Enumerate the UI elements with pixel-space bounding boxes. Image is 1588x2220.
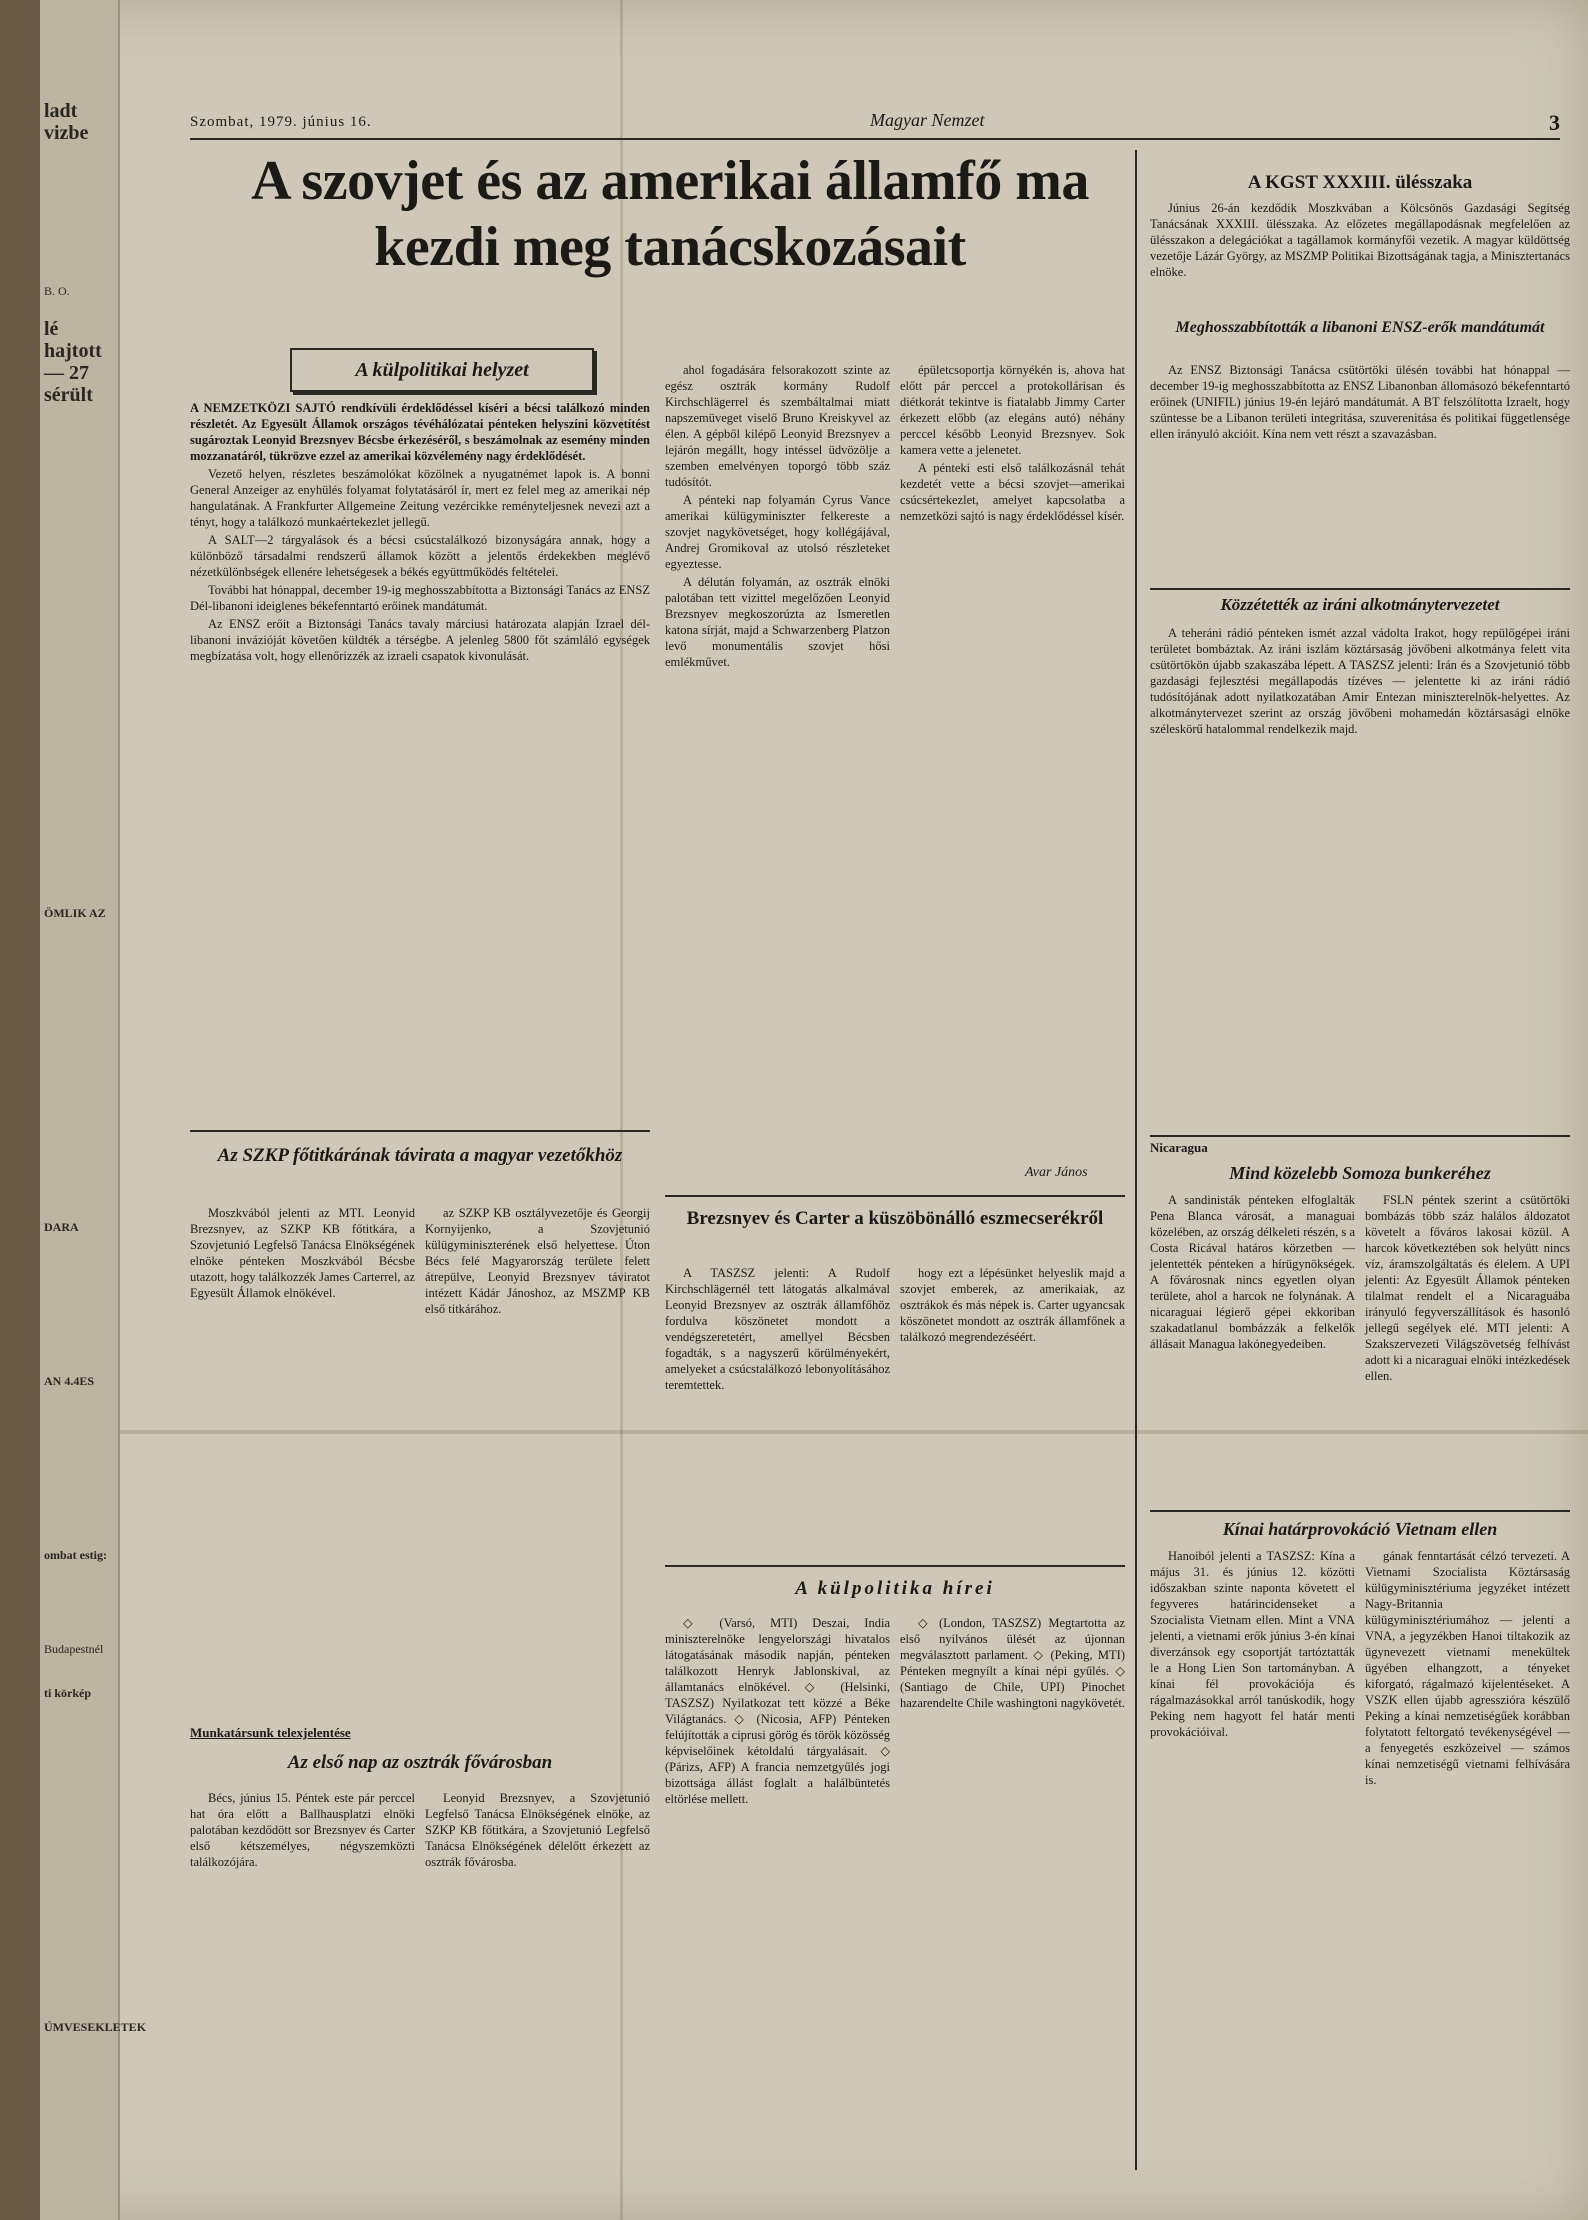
article-paragraph: Moszkvából jelenti az MTI. Leonyid Brezsnyev, az SZKP KB főtitkára, a Szovjetunió Legfelső Tanácsa Elnökségének elnöke pénteken Moszkvából Bécsbe utazott, hogy találkozzék James Carterrel, az Egyesült Államok elnökével. <box>190 1206 415 1300</box>
libanon-title: Meghosszabbították a libanoni ENSZ-erők mandátumát <box>1175 319 1545 336</box>
article-paragraph: A teheráni rádió pénteken ismét azzal vádolta Irakot, hogy repülőgépei iráni területet bombáztak. Az iráni iszlám köztársaság jövőbeni alkotmánya felett vita csütörtökön újabb szakaszába lépett. A TASZSZ jelenti: Irán és a Szovjetunió több gazdasági fejlesztési megállapodás tízéves — jelentette ki az iráni rádió tudósítójának adott nyilatkozatában Amir Entezan miniszterelnök-helyettes. Az alkotmánytervezet szerint az ország jövőbeni mohamedán köztársasági elnöke széleskörű hatalommal rendelkezik majd. <box>1150 626 1570 736</box>
strip-line: B. O. <box>44 284 70 298</box>
main-headline: A szovjet és az amerikai államfő ma kezdi meg tanácskozásait <box>251 150 1089 278</box>
szkp-column-2 <box>425 1205 650 1705</box>
strip-line: ombat estig: <box>44 1548 107 1562</box>
article-paragraph: A TASZSZ jelenti: A Rudolf Kirchschlägernél tett látogatás alkalmával Leonyid Brezsnyev az osztrák államfőhöz fordulva köszönetet mondott a vendégszeretetért, amellyel Bécsben fogadták, s a nagyszerű körülményekért, amelyeket a csúcstalálkozó lebonyolításához teremtettek. <box>665 1266 890 1392</box>
article-paragraph: Az ENSZ erőit a Biztonsági Tanács tavaly márciusi határozata alapján Izrael dél-libanoni invázióját követően küldték a térségbe. A jelenleg 5800 főt számláló egységek megbízatása volt, hogy ellenőrizzék az izraeli csapatok kivonulását. <box>190 617 650 663</box>
strip-line: ÚMVESEKLETEK <box>44 2020 147 2034</box>
hirek-column-2 <box>900 1615 1125 2170</box>
elso-nap-title: Az első nap az osztrák fővárosban <box>287 1752 553 1773</box>
newspaper-page <box>40 0 1588 2220</box>
section-box-title: A külpolitikai helyzet <box>290 348 594 392</box>
strip-line: AN 4.4ES <box>44 1374 95 1388</box>
irani-title: Közzétették az iráni alkotmánytervezetet <box>1220 595 1500 614</box>
libanon-text <box>1150 362 1570 582</box>
strip-line: Budapestnél <box>44 1642 104 1656</box>
strip-line: lé hajtott — 27 sérült <box>44 318 102 406</box>
somoza-column-2 <box>1365 1192 1570 1502</box>
irani-text <box>1150 625 1570 1125</box>
article-paragraph: Az ENSZ Biztonsági Tanácsa csütörtöki ülésén további hat hónappal — december 19-ig meghosszabbította az ENSZ Libanonban állomásozó békefenntartó erőinek (UNIFIL) június 19-én lejáró mandátumát. A BT felszólította Izraelt, hogy szüntesse be a Libanon területi integritása, szuverenitása és politikai függetlensége ellen irányuló akcióit. Kína nem vett részt a szavazásban. <box>1150 363 1570 441</box>
previous-page-strip <box>40 0 147 2220</box>
hirek-column-1 <box>665 1615 890 2170</box>
kulpolitika-hirei-title: A külpolitika hírei <box>795 1578 995 1599</box>
article-paragraph: Vezető helyen, részletes beszámolókat közölnek a nyugatnémet lapok is. A bonni General Anzeiger az enyhülés folyamat folytatásáról ír, mert ez felel meg az amerikai nép hangulatának. A Frankfurter Allgemeine Zeitung vezércikke reményteljesnek nevezi azt a tényt, hogy a találkozó munkaértekezlet jellegű. <box>190 467 650 529</box>
strip-line: ÖMLIK AZ <box>44 906 106 920</box>
kgst-title: A KGST XXXIII. ülésszaka <box>1247 172 1473 193</box>
article-paragraph: ahol fogadására felsorakozott szinte az egész osztrák kormány Rudolf Kirchschlägerrel és szembáltalmai miatt napszemüveget viselő Bruno Kreiskyvel az élen. A gépből kilépő Leonyid Brezsnyev a lejárón megállt, hogy intéssel üdvözölje a szemben emelvényen toporgó több száz tudósítót. <box>665 363 890 489</box>
nicaragua-label: Nicaragua <box>1150 1140 1208 1155</box>
article-paragraph: További hat hónappal, december 19-ig meghosszabbította a Biztonsági Tanács az ENSZ Dél-libanoni ideiglenes békefenntartó erőinek mandátumát. <box>190 583 650 613</box>
strip-line: ti körkép <box>44 1686 92 1700</box>
issue-date: Szombat, 1979. június 16. <box>190 114 372 130</box>
strip-line: DARA <box>44 1220 79 1234</box>
article-paragraph: A SALT—2 tárgyalások és a bécsi csúcstalálkozó bizonyságára annak, hogy a különböző társadalmi rendszerű államok között a jelentős érdekekben meglévő nézetkülönbségek ellenére lehetségesek a békés együttműködés feltételei. <box>190 533 650 579</box>
szkp-title: Az SZKP főtitkárának távirata a magyar vezetőkhöz <box>217 1145 623 1166</box>
article-column-4 <box>900 362 1125 1142</box>
bc-column-1 <box>665 1265 890 1555</box>
article-paragraph: gának fenntartását célzó tervezeti. A Vietnami Szocialista Köztársaság külügyminisztériuma jegyzéket intézett Nagy-Britannia külügyminisztériumához — jelenti a VNA, a jegyzékben Hanoi tiltakozik az ügynevezett vietnami menekültek ügyében elhangzott, a tényeket kiforgató, rágalmazó kijelentéseket. A VSZK ellen újabb agresszióra készülő Peking a kínai nemzetiségűek korábban folytatott feltorgató tevékenységével — a fenyegetés eszközeivel — számos kínai nemzetiségű vietnami felhívására is. <box>1365 1549 1570 1787</box>
article-lead: A NEMZETKÖZI SAJTÓ rendkívüli érdeklődéssel kíséri a bécsi találkozó minden részletét. Az Egyesült Államok országos tévéhálózatai pénteken helyszíni közvetítést sugároztak Leonyid Brezsnyev Bécsbe érkezéséről, s beszámolnak az esemény minden mozzanatáról, tükrözve ezzel az amerikai közvélemény nagy érdeklődését. <box>190 401 650 463</box>
article-paragraph: A sandinisták pénteken elfoglalták Pena Blanca városát, a managuai közelében, az ország délkeleti részén, s a Costa Ricával határos körzetben — jelentették pénteken a hírügynökségek. A fővárosnak nincs egyetlen olyan területe, ahol a harcok ne folynának. A nicaraguai légierő gépei ekkoriban szakadatlanul bombázzák a felkelők állásait Managua lakónegyedeiben. <box>1150 1193 1355 1351</box>
newspaper-name: Magyar Nemzet <box>870 110 985 130</box>
article-paragraph: Leonyid Brezsnyev, a Szovjetunió Legfelső Tanácsa Elnökségének elnöke, az SZKP KB főtitkára, a Szovjetunió Legfelső Tanácsa Elnökségének délelőtt érkezett az osztrák fővárosba. <box>425 1791 650 1869</box>
article-paragraph: hogy ezt a lépésünket helyeslik majd a szovjet emberek, az amerikaiak, az osztrákok és más népek is. Carter ugyancsak köszönetet mondott az osztrák államfőnek a találkozó megrendezéséért. <box>900 1266 1125 1344</box>
article-paragraph: A pénteki nap folyamán Cyrus Vance amerikai külügyminiszter felkereste a szovjet nagykövetséget, hogy kollégájával, Andrej Gromikoval az utolsó részleteket egyeztesse. <box>665 493 890 571</box>
strip-line: ladt vizbe <box>44 100 89 144</box>
article-paragraph: épületcsoportja környékén is, ahova hat előtt pár perccel a protokollárisan és diétkorát tekintve is fiatalabb Jimmy Carter érkezett előbb (az elegáns autó) néhány perccel később Leonyid Brezsnyev. Sok kamera vette a jelenetet. <box>900 363 1125 457</box>
divider <box>1150 1510 1570 1512</box>
article-column-3 <box>665 362 890 1182</box>
divider <box>1150 1135 1570 1137</box>
article-paragraph: A délután folyamán, az osztrák elnöki palotában tett vizittel megelőzően Leonyid Brezsnyev megkoszorúzta az Ismeretlen katona sírját, majd a Schwarzenberg Platzon levő monumentális szovjet hősi emlékművet. <box>665 575 890 669</box>
divider <box>665 1565 1125 1567</box>
kgst-text <box>1150 200 1570 310</box>
elso-nap-column-2 <box>425 1790 650 2170</box>
article-paragraph: Bécs, június 15. Péntek este pár perccel hat óra előtt a Ballhausplatzi elnöki palotában kezdődött sor Brezsnyev és Carter első kétszemélyes, négyszemközti találkozójára. <box>190 1791 415 1869</box>
page-number: 3 <box>1549 110 1560 135</box>
article-paragraph: FSLN péntek szerint a csütörtöki bombázás több száz halálos áldozatot követelt a főváros lakosai közül. A harcok következtében sok helyütt nincs víz, áramszolgáltatás és élelem. A UPI jelenti: Az Egyesült Államok pénteken tilalmat rendelt el a Nicaraguába irányuló fegyverszállítások és hasonló jellegű segélyek elé. MTI jelenti: A Szakszervezeti Világszövetség felhívást adott ki a nicaraguai elnöki intézkedések ellen. <box>1365 1193 1570 1383</box>
divider <box>190 1130 650 1132</box>
author-signature: Avar János <box>1025 1165 1088 1180</box>
article-paragraph: Június 26-án kezdődik Moszkvában a Kölcsönös Gazdasági Segítség Tanácsának XXXIII. ülésszaka. Az előzetes megállapodásnak megfelelően az ülésszakon a delegációkat a tagállamok kormányfői vezetik. A magyar küldöttség vezetője Lázár György, az MSZMP Politikai Bizottságának tagja, a Minisztertanács elnöke. <box>1150 201 1570 279</box>
article-paragraph: ◇ (Varsó, MTI) Deszai, India miniszterelnöke lengyelországi hivatalos látogatásának második napján, pénteken találkozott Henryk Jablonskival, az államtanács elnökével. ◇ (Helsinki, TASZSZ) Nyilatkozat tett közzé a Béke Világtanács. ◇ (Nicosia, AFP) Pénteken felújították a ciprusi görög és török közösség képviselőinek kétoldalú tárgyalásait. ◇ (Párizs, AFP) A francia nemzetgyűlés jogi bizottsága állást foglalt a halálbüntetés eltörlése mellett. <box>665 1616 890 1806</box>
brezsnyev-carter-title: Brezsnyev és Carter a küszöbönálló eszmecserékről <box>686 1208 1104 1229</box>
szkp-column-1 <box>190 1205 415 1705</box>
article-column-1 <box>190 400 650 1110</box>
kinai-column-2 <box>1365 1548 1570 2168</box>
divider <box>1150 588 1570 590</box>
article-paragraph: Hanoiból jelenti a TASZSZ: Kína a május 31. és június 12. közötti időszakban szinte naponta követett el fegyveres határincidenseket a Szocialista Vietnam ellen. Mint a VNA jelenti, a vietnami erők június 3-én kínai diverzánsok egy csoportját tartóztatták le a Hong Lien Son tartományban. A kínai fél provokációja és rágalmazásokkal arról tanúskodik, hogy Peking nem hagyott fel határ menti provokációival. <box>1150 1549 1355 1739</box>
article-paragraph: A pénteki esti első találkozásnál tehát kezdetét vette a bécsi szovjet—amerikai csúcsértekezlet, amelyet kapcsolatba a nemzetközi sajtó is nagy érdeklődéssel kísér. <box>900 461 1125 523</box>
bc-column-2 <box>900 1265 1125 1555</box>
page-header <box>190 110 1560 140</box>
kinai-column-1 <box>1150 1548 1355 2168</box>
column-divider <box>1135 150 1137 2170</box>
elso-nap-column-1 <box>190 1790 415 2170</box>
somoza-column-1 <box>1150 1192 1355 1502</box>
kinai-title: Kínai határprovokáció Vietnam ellen <box>1222 1519 1498 1539</box>
telex-label: Munkatársunk telexjelentése <box>190 1725 351 1740</box>
divider <box>665 1195 1125 1197</box>
article-paragraph: az SZKP KB osztályvezetője és Georgij Kornyijenko, a Szovjetunió külügyminiszterének első helyettese. Úton Bécs felé Magyarország területe felett átrepülve, Leonyid Brezsnyev táviratot intézett Kádár Jánoshoz, az MSZMP KB első titkárához. <box>425 1206 650 1316</box>
article-paragraph: ◇ (London, TASZSZ) Megtartotta az első nyilvános ülését az újonnan megválasztott parlament. ◇ (Peking, MTI) Pénteken megnyílt a kínai népi gyűlés. ◇ (Santiago de Chile, UPI) Pinochet hazarendelte Chile washingtoni nagykövetét. <box>900 1616 1125 1710</box>
somoza-title: Mind közelebb Somoza bunkeréhez <box>1229 1163 1491 1183</box>
